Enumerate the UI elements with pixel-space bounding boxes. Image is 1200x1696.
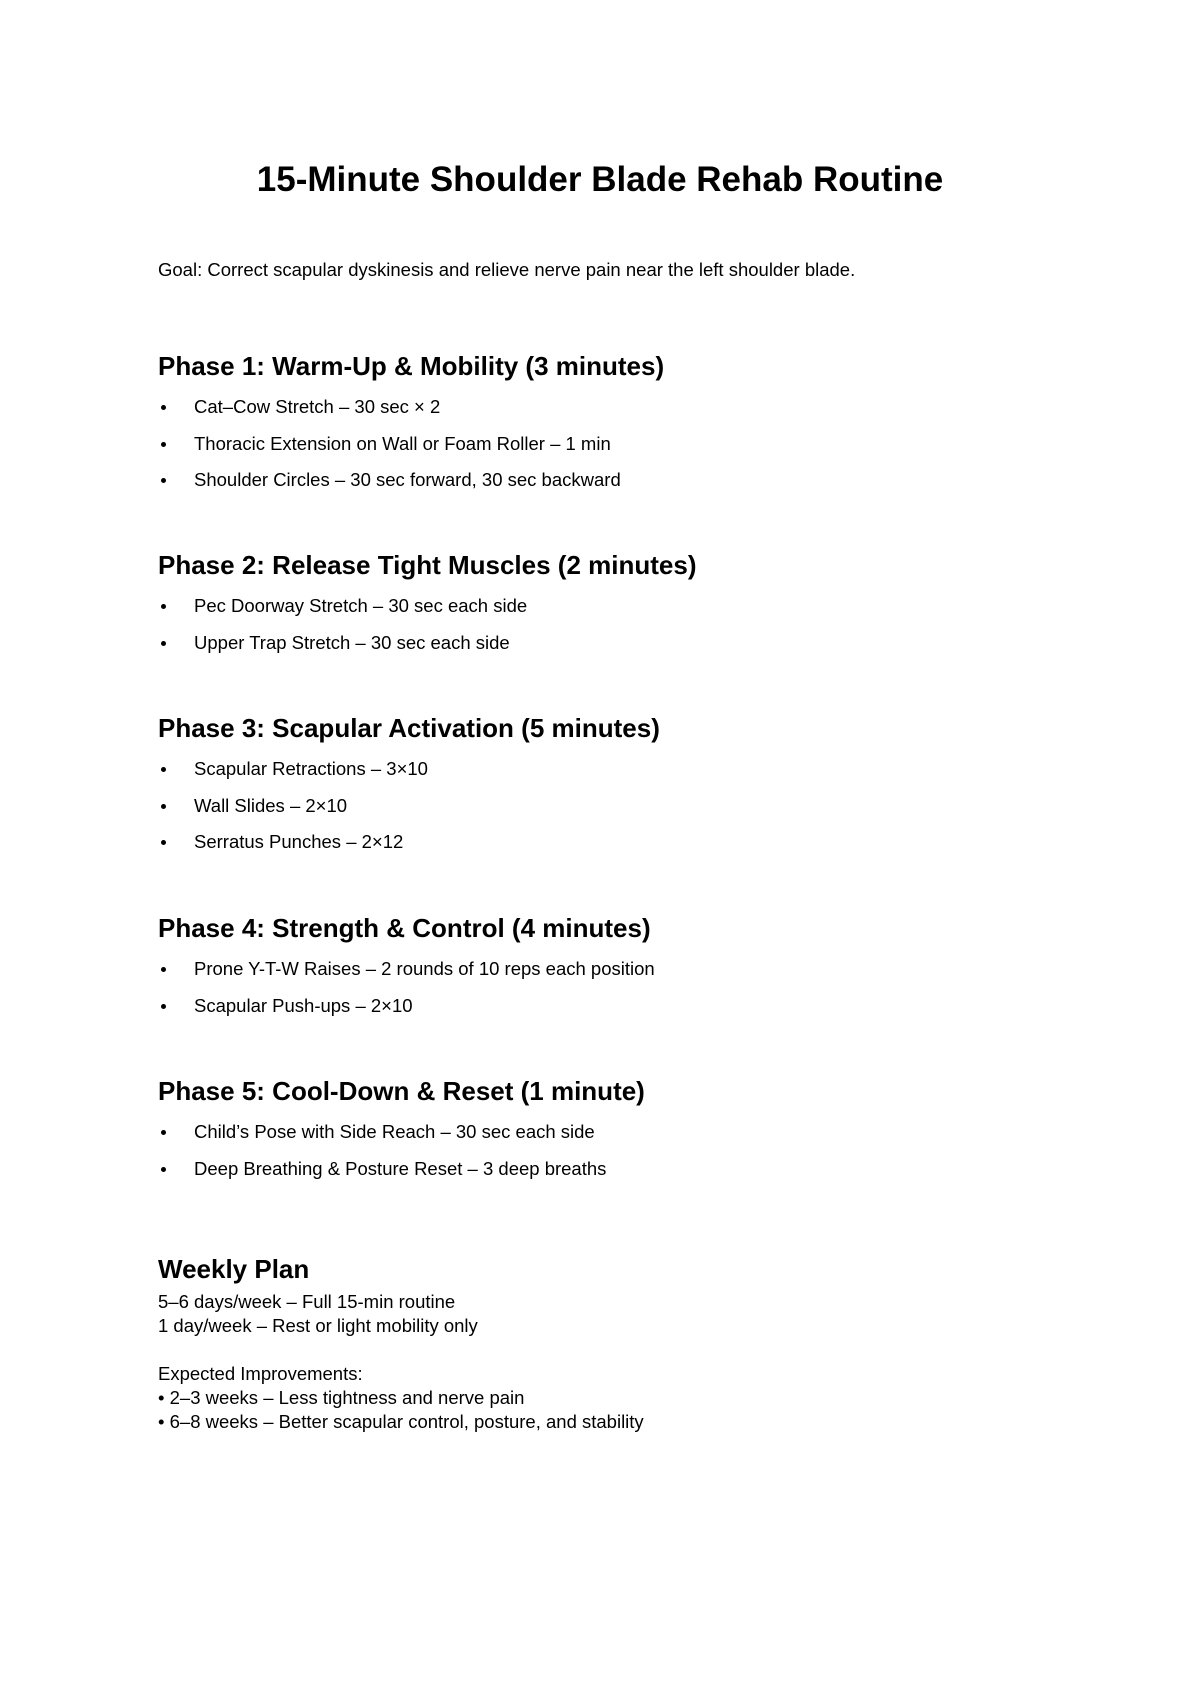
page-title: 15-Minute Shoulder Blade Rehab Routine (256, 160, 944, 199)
bullet-icon (161, 478, 166, 483)
exercise-text: Serratus Punches – 2×12 (194, 831, 404, 852)
bullet-icon (161, 1004, 166, 1009)
phase-heading: Phase 5: Cool-Down & Reset (1 minute) (158, 1076, 645, 1106)
bullet-icon (161, 804, 166, 809)
phase-heading: Phase 2: Release Tight Muscles (2 minutes) (158, 550, 697, 580)
exercise-list (158, 951, 1058, 1024)
list-item (158, 1114, 1058, 1151)
bullet-icon (161, 1130, 166, 1135)
list-item (158, 462, 1058, 499)
exercise-text: Child’s Pose with Side Reach – 30 sec each side (194, 1121, 595, 1142)
bullet-icon (161, 767, 166, 772)
weekly-plan-heading: Weekly Plan (158, 1254, 310, 1284)
exercise-text: Prone Y-T-W Raises – 2 rounds of 10 reps each position (194, 958, 655, 979)
bullet-icon (161, 604, 166, 609)
list-item (158, 751, 1058, 788)
exercise-text: Upper Trap Stretch – 30 sec each side (194, 631, 510, 653)
improvement-line: • 2–3 weeks – Less tightness and nerve pain (158, 1387, 525, 1408)
list-item (158, 951, 1058, 988)
bullet-icon (161, 840, 166, 845)
improvement-line: • 6–8 weeks – Better scapular control, posture, and stability (158, 1411, 644, 1432)
phase-1-section (158, 349, 1058, 499)
exercise-text: Scapular Push-ups – 2×10 (194, 994, 413, 1016)
bullet-icon (161, 967, 166, 972)
exercise-list (158, 588, 1058, 661)
list-item (158, 988, 1058, 1025)
phase-heading: Phase 1: Warm-Up & Mobility (3 minutes) (158, 351, 665, 381)
list-item (158, 824, 1058, 861)
list-item (158, 625, 1058, 662)
bullet-icon (161, 1167, 166, 1172)
bullet-icon (161, 405, 166, 410)
phase-5-section (158, 1074, 1058, 1187)
list-item (158, 426, 1058, 463)
exercise-text: Thoracic Extension on Wall or Foam Roller – 1 min (194, 432, 611, 454)
phase-2-section (158, 548, 1058, 661)
exercise-text: Wall Slides – 2×10 (194, 794, 348, 816)
list-item (158, 588, 1058, 625)
list-item (158, 1151, 1058, 1188)
phase-4-section (158, 911, 1058, 1024)
exercise-list (158, 751, 1058, 861)
phase-heading: Phase 4: Strength & Control (4 minutes) (158, 913, 651, 943)
exercise-text: Shoulder Circles – 30 sec forward, 30 sec backward (194, 469, 621, 490)
list-item (158, 788, 1058, 825)
phase-3-section (158, 711, 1058, 861)
list-item (158, 389, 1058, 426)
weekly-line: 5–6 days/week – Full 15-min routine (158, 1291, 456, 1312)
weekly-plan-section (158, 1252, 1058, 1434)
goal-text: Goal: Correct scapular dyskinesis and relieve nerve pain near the left shoulder blade. (158, 259, 856, 280)
exercise-list (158, 389, 1058, 499)
improvements-label: Expected Improvements: (158, 1363, 363, 1384)
exercise-text: Cat–Cow Stretch – 30 sec × 2 (194, 396, 441, 417)
exercise-text: Scapular Retractions – 3×10 (194, 758, 428, 779)
exercise-list (158, 1114, 1058, 1187)
exercise-text: Pec Doorway Stretch – 30 sec each side (194, 595, 528, 616)
weekly-line: 1 day/week – Rest or light mobility only (158, 1315, 478, 1336)
bullet-icon (161, 641, 166, 646)
paragraph-spacer (158, 1338, 1058, 1362)
phase-heading: Phase 3: Scapular Activation (5 minutes) (158, 713, 660, 743)
bullet-icon (161, 442, 166, 447)
exercise-text: Deep Breathing & Posture Reset – 3 deep breaths (194, 1157, 607, 1179)
